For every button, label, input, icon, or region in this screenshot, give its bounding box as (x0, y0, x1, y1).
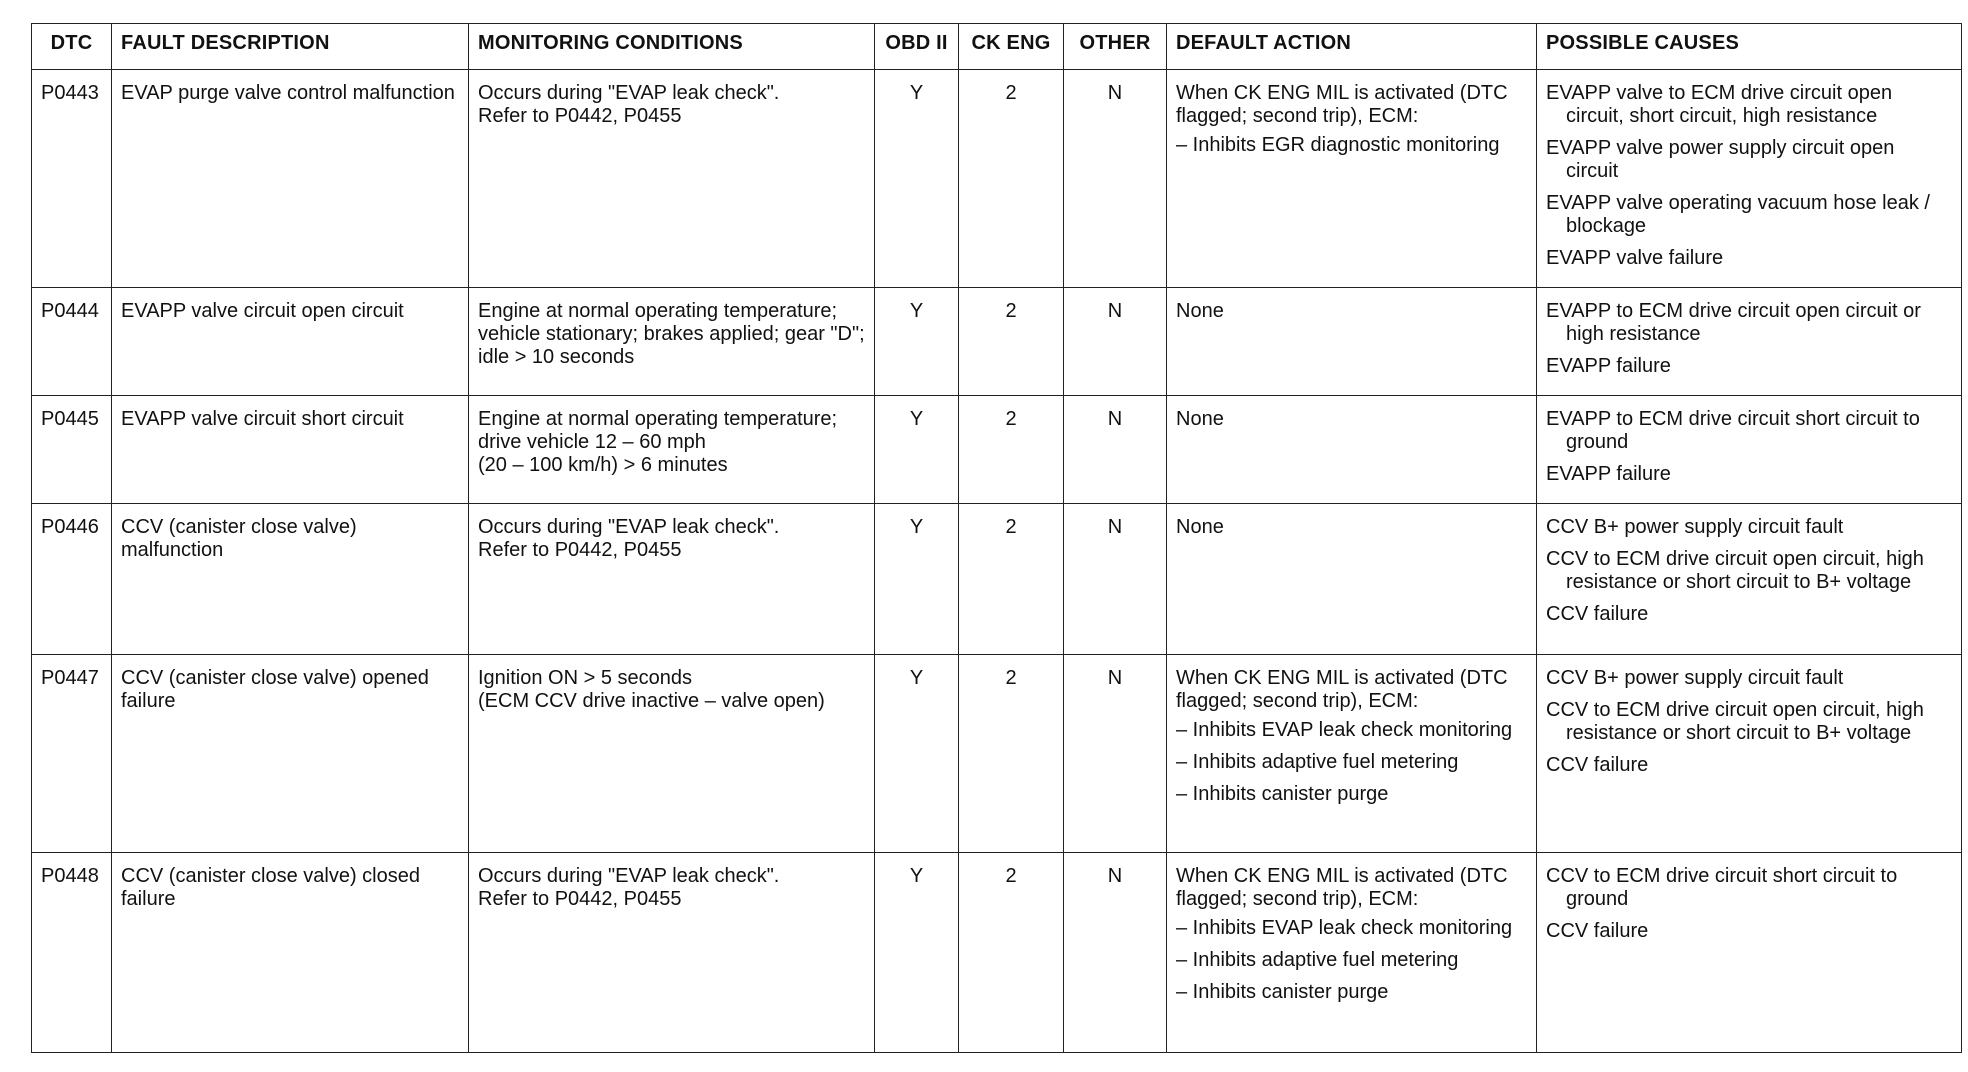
fault-description-cell (112, 853, 469, 1053)
default-action-cell (1167, 396, 1537, 504)
possible-cause-item: EVAPP failure (1546, 355, 1671, 377)
other-cell (1064, 655, 1167, 853)
possible-cause-item: EVAPP valve operating vacuum hose leak / blockage (1546, 192, 1930, 237)
other-cell (1064, 70, 1167, 288)
dtc-code: P0443 (41, 82, 99, 104)
dtc-code: P0447 (41, 667, 99, 689)
default-action-item: – Inhibits canister purge (1176, 981, 1389, 1003)
other-value: N (1107, 408, 1123, 430)
default-action-cell (1167, 504, 1537, 655)
possible-cause-item: CCV B+ power supply circuit fault (1546, 516, 1844, 538)
fault-description-cell (112, 504, 469, 655)
default-action-intro: When CK ENG MIL is activated (DTC flagged; second trip), ECM: (1176, 82, 1508, 127)
header-possible-causes: POSSIBLE CAUSES (1537, 24, 1962, 70)
fault-description: EVAPP valve circuit short circuit (121, 408, 404, 430)
table-row (32, 396, 1962, 504)
header-fault-description: FAULT DESCRIPTION (112, 24, 469, 70)
monitoring-conditions-cell (469, 504, 875, 655)
table-row (32, 504, 1962, 655)
header-obd-ii: OBD II (875, 24, 959, 70)
fault-description: EVAP purge valve control malfunction (121, 82, 455, 104)
obd-ii-value: Y (909, 82, 924, 104)
default-action-intro: None (1176, 300, 1224, 322)
other-cell (1064, 288, 1167, 396)
header-row (32, 24, 1962, 70)
table-row (32, 70, 1962, 288)
possible-causes-cell (1537, 70, 1962, 288)
default-action-item: – Inhibits EVAP leak check monitoring (1176, 917, 1513, 939)
ck-eng-cell (959, 396, 1064, 504)
possible-cause-item: EVAPP valve failure (1546, 247, 1724, 269)
dtc-code-cell (32, 853, 112, 1053)
monitoring-condition-line: Ignition ON > 5 seconds (478, 667, 693, 689)
other-cell (1064, 853, 1167, 1053)
obd-ii-value: Y (909, 865, 924, 887)
obd-ii-cell (875, 288, 959, 396)
ck-eng-value: 2 (1005, 408, 1017, 430)
possible-cause-item: CCV failure (1546, 603, 1649, 625)
table-body (32, 70, 1962, 1053)
possible-causes-cell (1537, 288, 1962, 396)
possible-cause-item: CCV to ECM drive circuit open circuit, high resistance or short circuit to B+ voltage (1546, 699, 1924, 744)
possible-cause-item: CCV failure (1546, 754, 1649, 776)
ck-eng-cell (959, 504, 1064, 655)
header-monitoring-conditions: MONITORING CONDITIONS (469, 24, 875, 70)
ck-eng-value: 2 (1005, 667, 1017, 689)
dtc-code-cell (32, 70, 112, 288)
other-value: N (1107, 300, 1123, 322)
dtc-code: P0445 (41, 408, 99, 430)
table-row (32, 288, 1962, 396)
monitoring-conditions-cell (469, 655, 875, 853)
monitoring-condition-line: (20 – 100 km/h) > 6 minutes (478, 454, 728, 476)
dtc-table (31, 23, 1962, 1053)
header-other: OTHER (1064, 24, 1167, 70)
obd-ii-cell (875, 504, 959, 655)
possible-causes-cell (1537, 504, 1962, 655)
fault-description-cell (112, 70, 469, 288)
monitoring-condition-line: Refer to P0442, P0455 (478, 888, 682, 910)
ck-eng-value: 2 (1005, 300, 1017, 322)
header-dtc: DTC (32, 24, 112, 70)
other-cell (1064, 396, 1167, 504)
possible-causes-cell (1537, 853, 1962, 1053)
ck-eng-value: 2 (1005, 865, 1017, 887)
default-action-item: – Inhibits EGR diagnostic monitoring (1176, 134, 1500, 156)
default-action-intro: None (1176, 408, 1224, 430)
ck-eng-cell (959, 853, 1064, 1053)
possible-cause-item: CCV B+ power supply circuit fault (1546, 667, 1844, 689)
fault-description: EVAPP valve circuit open circuit (121, 300, 404, 322)
ck-eng-cell (959, 70, 1064, 288)
ck-eng-cell (959, 288, 1064, 396)
obd-ii-value: Y (909, 516, 924, 538)
header-ck-eng: CK ENG (959, 24, 1064, 70)
fault-description: CCV (canister close valve) malfunction (121, 516, 357, 561)
dtc-code-cell (32, 655, 112, 853)
monitoring-conditions-cell (469, 288, 875, 396)
obd-ii-cell (875, 70, 959, 288)
dtc-code-cell (32, 396, 112, 504)
ck-eng-value: 2 (1005, 82, 1017, 104)
other-value: N (1107, 82, 1123, 104)
fault-description-cell (112, 396, 469, 504)
monitoring-condition-line: Occurs during "EVAP leak check". (478, 516, 780, 538)
default-action-item: – Inhibits adaptive fuel metering (1176, 949, 1459, 971)
monitoring-condition-line: Engine at normal operating temperature; vehicle stationary; brakes applied; gear "D"; idle > 10 seconds (478, 300, 865, 368)
obd-ii-value: Y (909, 408, 924, 430)
possible-causes-cell (1537, 655, 1962, 853)
default-action-cell (1167, 70, 1537, 288)
monitoring-condition-line: Refer to P0442, P0455 (478, 539, 682, 561)
ck-eng-cell (959, 655, 1064, 853)
possible-cause-item: CCV failure (1546, 920, 1649, 942)
monitoring-conditions-cell (469, 70, 875, 288)
possible-cause-item: EVAPP to ECM drive circuit short circuit to ground (1546, 408, 1920, 453)
monitoring-condition-line: (ECM CCV drive inactive – valve open) (478, 690, 825, 712)
other-cell (1064, 504, 1167, 655)
possible-cause-item: EVAPP to ECM drive circuit open circuit or high resistance (1546, 300, 1921, 345)
default-action-intro: None (1176, 516, 1224, 538)
default-action-cell (1167, 288, 1537, 396)
other-value: N (1107, 516, 1123, 538)
table-row (32, 853, 1962, 1053)
dtc-code: P0448 (41, 865, 99, 887)
default-action-cell (1167, 853, 1537, 1053)
fault-description: CCV (canister close valve) closed failure (121, 865, 420, 910)
obd-ii-cell (875, 396, 959, 504)
table-row (32, 655, 1962, 853)
monitoring-condition-line: Refer to P0442, P0455 (478, 105, 682, 127)
obd-ii-cell (875, 655, 959, 853)
default-action-intro: When CK ENG MIL is activated (DTC flagged; second trip), ECM: (1176, 667, 1508, 712)
header-default-action: DEFAULT ACTION (1167, 24, 1537, 70)
default-action-item: – Inhibits canister purge (1176, 783, 1389, 805)
ck-eng-value: 2 (1005, 516, 1017, 538)
dtc-code: P0446 (41, 516, 99, 538)
possible-cause-item: EVAPP valve power supply circuit open circuit (1546, 137, 1895, 182)
possible-cause-item: CCV to ECM drive circuit open circuit, high resistance or short circuit to B+ voltage (1546, 548, 1924, 593)
possible-cause-item: EVAPP failure (1546, 463, 1671, 485)
possible-cause-item: CCV to ECM drive circuit short circuit to ground (1546, 865, 1898, 910)
default-action-intro: When CK ENG MIL is activated (DTC flagged; second trip), ECM: (1176, 865, 1508, 910)
obd-ii-value: Y (909, 667, 924, 689)
monitoring-condition-line: Occurs during "EVAP leak check". (478, 82, 780, 104)
monitoring-conditions-cell (469, 853, 875, 1053)
dtc-code-cell (32, 504, 112, 655)
dtc-code: P0444 (41, 300, 99, 322)
dtc-code-cell (32, 288, 112, 396)
monitoring-condition-line: Occurs during "EVAP leak check". (478, 865, 780, 887)
obd-ii-value: Y (909, 300, 924, 322)
possible-cause-item: EVAPP valve to ECM drive circuit open circuit, short circuit, high resistance (1546, 82, 1893, 127)
default-action-item: – Inhibits EVAP leak check monitoring (1176, 719, 1513, 741)
default-action-cell (1167, 655, 1537, 853)
other-value: N (1107, 865, 1123, 887)
fault-description-cell (112, 288, 469, 396)
other-value: N (1107, 667, 1123, 689)
possible-causes-cell (1537, 396, 1962, 504)
monitoring-condition-line: Engine at normal operating temperature; drive vehicle 12 – 60 mph (478, 408, 838, 453)
fault-description: CCV (canister close valve) opened failure (121, 667, 429, 712)
default-action-item: – Inhibits adaptive fuel metering (1176, 751, 1459, 773)
obd-ii-cell (875, 853, 959, 1053)
monitoring-conditions-cell (469, 396, 875, 504)
fault-description-cell (112, 655, 469, 853)
